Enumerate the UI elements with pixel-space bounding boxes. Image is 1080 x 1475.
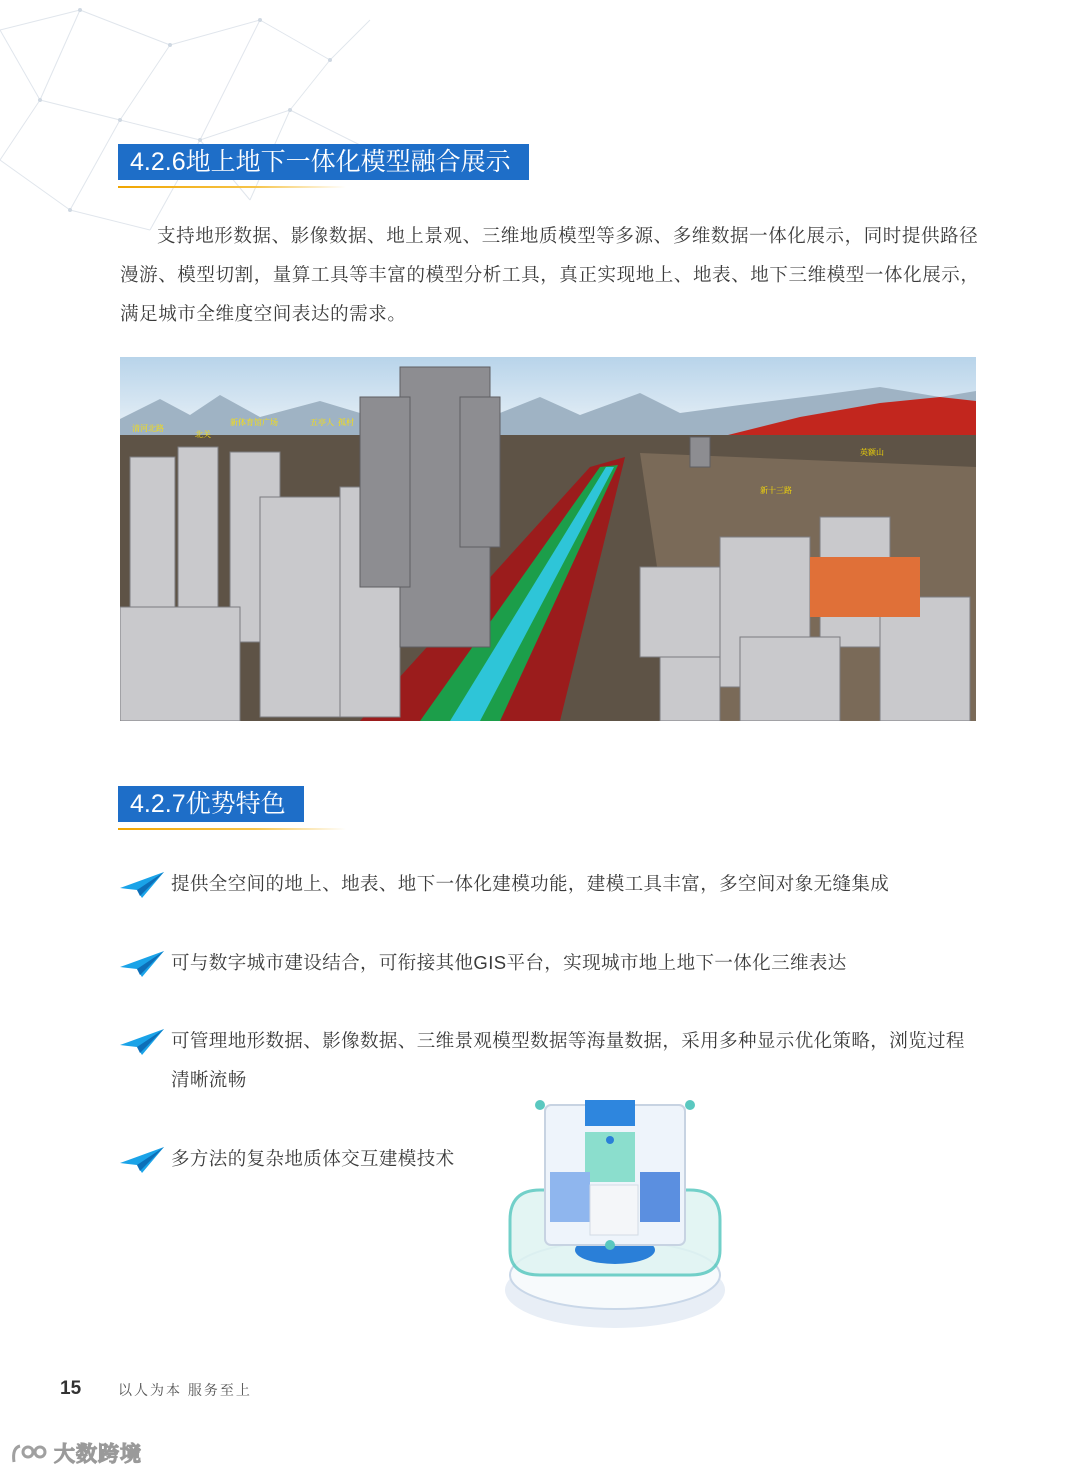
section-title: 4.2.6地上地下一体化模型融合展示	[118, 144, 529, 180]
data-cube-illustration	[500, 1080, 730, 1330]
section-paragraph: 支持地形数据、影像数据、地上景观、三维地质模型等多源、多维数据一体化展示，同时提供路径漫游、模型切割，量算工具等丰富的模型分析工具，真正实现地上、地表、地下三维模型一体化展示，满足城市全维度空间表达的需求。	[120, 225, 980, 324]
feature-item	[120, 1139, 500, 1178]
network-pattern-decoration	[0, 0, 380, 240]
page-number: 15	[60, 1378, 82, 1399]
feature-item	[120, 864, 980, 903]
watermark	[10, 1438, 142, 1468]
map-label: 五亭人	[310, 418, 334, 427]
paper-plane-icon	[120, 1029, 164, 1057]
heading-underline	[118, 186, 346, 188]
map-label: 北关	[195, 430, 211, 439]
section-heading-4-2-7	[118, 786, 304, 822]
feature-text: 可管理地形数据、影像数据、三维景观模型数据等海量数据，采用多种显示优化策略，浏览过程清晰流畅	[171, 1030, 965, 1090]
map-label: 新体育馆广场	[230, 418, 278, 427]
heading-underline	[118, 828, 346, 830]
map-label: 新十三路	[760, 486, 792, 495]
city-3d-model-image	[120, 357, 976, 721]
paper-plane-icon	[120, 951, 164, 979]
map-label: 清河北路	[132, 424, 164, 433]
paper-plane-icon	[120, 872, 164, 900]
map-label: 英额山	[860, 448, 884, 457]
watermark-logo-icon	[10, 1440, 50, 1466]
section-title: 4.2.7优势特色	[118, 786, 304, 822]
feature-text: 可与数字城市建设结合，可衔接其他GIS平台，实现城市地上地下一体化三维表达	[171, 952, 847, 973]
feature-text: 提供全空间的地上、地表、地下一体化建模功能，建模工具丰富，多空间对象无缝集成	[171, 873, 890, 894]
paper-plane-icon	[120, 1147, 164, 1175]
footer-slogan: 以人为本 服务至上	[118, 1382, 252, 1398]
watermark-text: 大数跨境	[54, 1443, 142, 1466]
section-heading-4-2-6	[118, 144, 529, 180]
map-label: 孤村	[338, 418, 354, 427]
feature-item	[120, 943, 980, 982]
feature-text: 多方法的复杂地质体交互建模技术	[171, 1148, 455, 1169]
